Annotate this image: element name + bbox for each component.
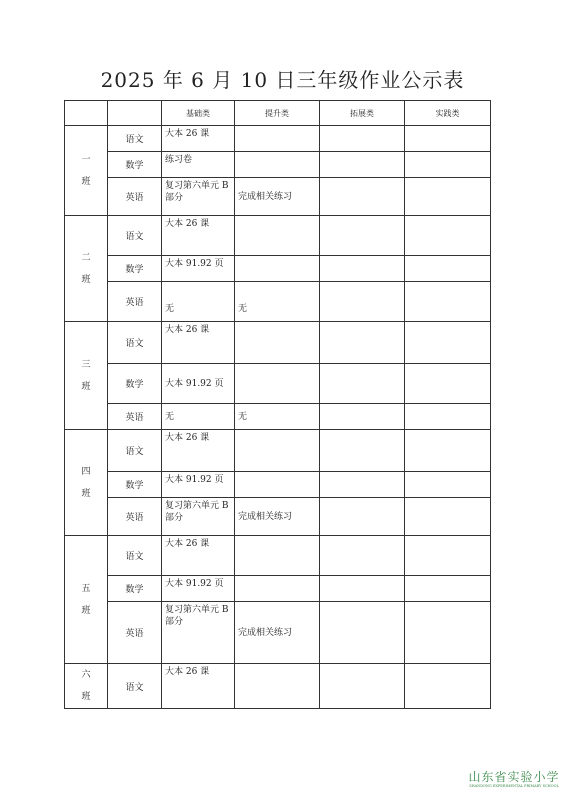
extend-cell [320, 256, 405, 282]
table-row [65, 576, 491, 602]
class-name-bottom: 班 [81, 381, 91, 392]
improve-cell [235, 536, 320, 576]
practice-cell [405, 602, 491, 664]
practice-cell [405, 498, 491, 536]
subject-cell: 语文 [108, 126, 162, 152]
practice-cell [405, 256, 491, 282]
improve-cell [235, 430, 320, 472]
improve-cell [235, 256, 320, 282]
extend-cell [320, 322, 405, 364]
basic-cell: 复习第六单元 B 部分 [162, 498, 235, 536]
subject-cell: 语文 [108, 664, 162, 709]
header-practice: 实践类 [405, 101, 491, 126]
improve-cell [235, 322, 320, 364]
subject-cell: 数学 [108, 152, 162, 178]
extend-cell [320, 216, 405, 256]
extend-cell [320, 472, 405, 498]
basic-cell: 大本 26 课 [162, 430, 235, 472]
table-header-row [65, 101, 491, 126]
class-name-top: 五 [81, 583, 91, 594]
improve-cell [235, 576, 320, 602]
subject-cell: 数学 [108, 472, 162, 498]
school-logo [466, 770, 562, 789]
subject-cell: 数学 [108, 364, 162, 404]
extend-cell [320, 602, 405, 664]
class-name-cell [65, 322, 108, 430]
practice-cell [405, 282, 491, 322]
class-name-top: 三 [81, 359, 91, 370]
practice-cell [405, 178, 491, 216]
extend-cell [320, 126, 405, 152]
page-title: 2025 年 6 月 10 日三年级作业公示表 [100, 68, 465, 92]
table-row [65, 178, 491, 216]
table-row [65, 364, 491, 404]
subject-cell: 数学 [108, 256, 162, 282]
basic-cell: 大本 26 课 [162, 322, 235, 364]
improve-cell: 完成相关练习 [235, 498, 320, 536]
class-name-bottom: 班 [81, 605, 91, 616]
table-row [65, 498, 491, 536]
table-row [65, 536, 491, 576]
practice-cell [405, 152, 491, 178]
improve-cell [235, 126, 320, 152]
class-name-cell [65, 430, 108, 536]
improve-cell [235, 364, 320, 404]
subject-cell: 英语 [108, 602, 162, 664]
class-name-top: 四 [81, 466, 91, 477]
improve-cell [235, 664, 320, 709]
table-row [65, 472, 491, 498]
practice-cell [405, 536, 491, 576]
table-body [65, 126, 491, 709]
extend-cell [320, 498, 405, 536]
table-row [65, 602, 491, 664]
extend-cell [320, 152, 405, 178]
extend-cell [320, 576, 405, 602]
practice-cell [405, 364, 491, 404]
header-basic: 基础类 [162, 101, 235, 126]
extend-cell [320, 430, 405, 472]
practice-cell [405, 472, 491, 498]
logo-en: SHANDONG EXPERIMENTAL PRIMARY SCHOOL [469, 784, 559, 788]
practice-cell [405, 576, 491, 602]
practice-cell [405, 126, 491, 152]
header-subject [108, 101, 162, 126]
improve-cell: 无 [235, 282, 320, 322]
basic-cell: 大本 26 课 [162, 664, 235, 709]
subject-cell: 语文 [108, 536, 162, 576]
extend-cell [320, 664, 405, 709]
practice-cell [405, 404, 491, 430]
table-row [65, 322, 491, 364]
practice-cell [405, 216, 491, 256]
class-name-bottom: 班 [81, 274, 91, 285]
table-row [65, 126, 491, 152]
table-row [65, 152, 491, 178]
header-extend: 拓展类 [320, 101, 405, 126]
basic-cell: 大本 91.92 页 [162, 576, 235, 602]
improve-cell [235, 216, 320, 256]
class-name-cell [65, 126, 108, 216]
class-name-bottom: 班 [81, 488, 91, 499]
subject-cell: 语文 [108, 216, 162, 256]
practice-cell [405, 664, 491, 709]
table-row [65, 404, 491, 430]
extend-cell [320, 364, 405, 404]
basic-cell: 大本 26 课 [162, 216, 235, 256]
subject-cell: 语文 [108, 322, 162, 364]
basic-cell: 无 [162, 404, 235, 430]
class-name-bottom: 班 [81, 692, 91, 702]
homework-table [64, 100, 491, 709]
table-row [65, 216, 491, 256]
class-name-cell [65, 216, 108, 322]
class-name-bottom: 班 [81, 176, 91, 187]
class-name-cell [65, 536, 108, 664]
practice-cell [405, 430, 491, 472]
class-name-top: 一 [81, 154, 91, 165]
extend-cell [320, 178, 405, 216]
basic-cell: 大本 91.92 页 [162, 472, 235, 498]
improve-cell: 完成相关练习 [235, 178, 320, 216]
extend-cell [320, 282, 405, 322]
improve-cell: 完成相关练习 [235, 602, 320, 664]
basic-cell: 复习第六单元 B 部分 [162, 178, 235, 216]
table-row [65, 256, 491, 282]
improve-cell [235, 152, 320, 178]
class-name-top: 六 [81, 670, 91, 680]
subject-cell: 语文 [108, 430, 162, 472]
basic-cell: 无 [162, 282, 235, 322]
class-name-top: 二 [81, 252, 91, 263]
basic-cell: 大本 26 课 [162, 126, 235, 152]
header-blank [65, 101, 108, 126]
basic-cell: 练习卷 [162, 152, 235, 178]
subject-cell: 数学 [108, 576, 162, 602]
basic-cell: 大本 26 课 [162, 536, 235, 576]
extend-cell [320, 404, 405, 430]
subject-cell: 英语 [108, 282, 162, 322]
table-row [65, 664, 491, 709]
improve-cell [235, 472, 320, 498]
table-row [65, 282, 491, 322]
practice-cell [405, 322, 491, 364]
basic-cell: 大本 91.92 页 [162, 256, 235, 282]
header-improve: 提升类 [235, 101, 320, 126]
logo-cn: 山东省实验小学 [468, 770, 560, 784]
subject-cell: 英语 [108, 498, 162, 536]
subject-cell: 英语 [108, 404, 162, 430]
basic-cell: 复习第六单元 B 部分 [162, 602, 235, 664]
class-name-cell [65, 664, 108, 709]
extend-cell [320, 536, 405, 576]
basic-cell: 大本 91.92 页 [162, 364, 235, 404]
subject-cell: 英语 [108, 178, 162, 216]
table-row [65, 430, 491, 472]
improve-cell: 无 [235, 404, 320, 430]
